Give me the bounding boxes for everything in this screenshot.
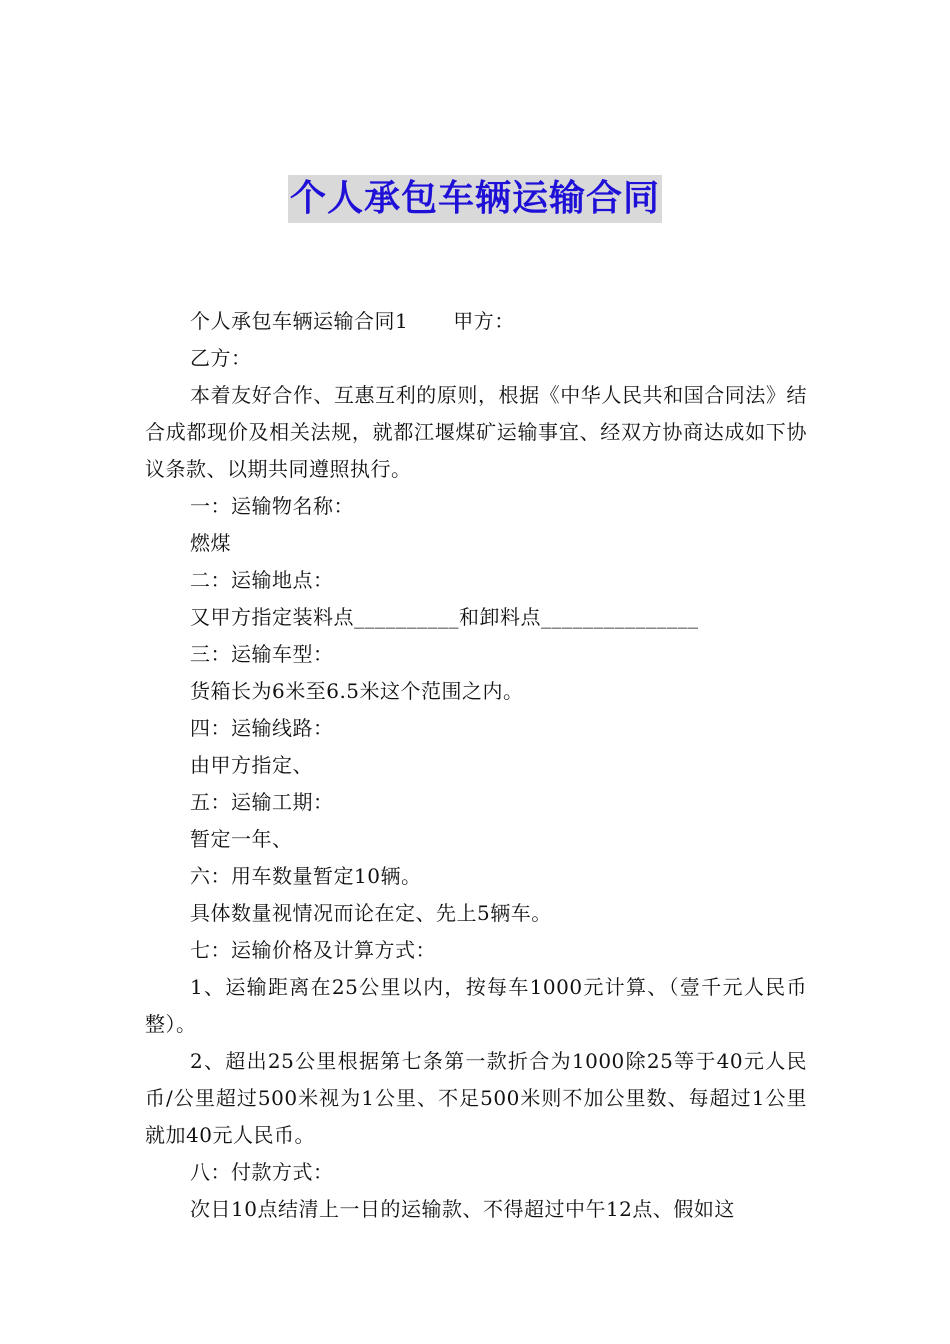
document-body [145, 303, 807, 1228]
clause-7-item-2: 2、超出25公里根据第七条第一款折合为1000除25等于40元人民币/公里超过500米视为1公里、不足500米则不加公里数、每超过1公里就加40元人民币。 [145, 1049, 807, 1147]
party-a-label: 甲方： [453, 309, 515, 333]
contract-name-text: 个人承包车辆运输合同1 [190, 309, 409, 333]
document-title: 个人承包车辆运输合同 [288, 175, 662, 223]
paragraph-heading-line [145, 303, 807, 340]
clause-1-heading: 一：运输物名称： [190, 494, 354, 518]
title-wrap [0, 175, 950, 223]
preamble-paragraph: 本着友好合作、互惠互利的原则，根据《中华人民共和国合同法》结合成都现价及相关法规，就都江堰煤矿运输事宜、经双方协商达成如下协议条款、以期共同遵照执行。 [145, 383, 807, 481]
clause-4-content: 由甲方指定、 [190, 753, 313, 777]
clause-2-content: 又甲方指定装料点__________和卸料点_______________ [190, 605, 699, 629]
clause-1-content: 燃煤 [190, 531, 231, 555]
clause-6-heading: 六：用车数量暂定10辆。 [190, 864, 422, 888]
party-b-label: 乙方： [190, 346, 252, 370]
clause-4-heading: 四：运输线路： [190, 716, 334, 740]
clause-7-item-1: 1、运输距离在25公里以内，按每车1000元计算、（壹千元人民币整）。 [145, 975, 807, 1036]
clause-3-content: 货箱长为6米至6.5米这个范围之内。 [190, 679, 524, 703]
clause-7-heading: 七：运输价格及计算方式： [190, 938, 436, 962]
clause-3-heading: 三：运输车型： [190, 642, 334, 666]
clause-5-heading: 五：运输工期： [190, 790, 334, 814]
clause-2-heading: 二：运输地点： [190, 568, 334, 592]
clause-5-content: 暂定一年、 [190, 827, 293, 851]
clause-8-content: 次日10点结清上一日的运输款、不得超过中午12点、假如这 [190, 1197, 735, 1221]
clause-8-heading: 八：付款方式： [190, 1160, 334, 1184]
clause-6-content: 具体数量视情况而论在定、先上5辆车。 [190, 901, 552, 925]
